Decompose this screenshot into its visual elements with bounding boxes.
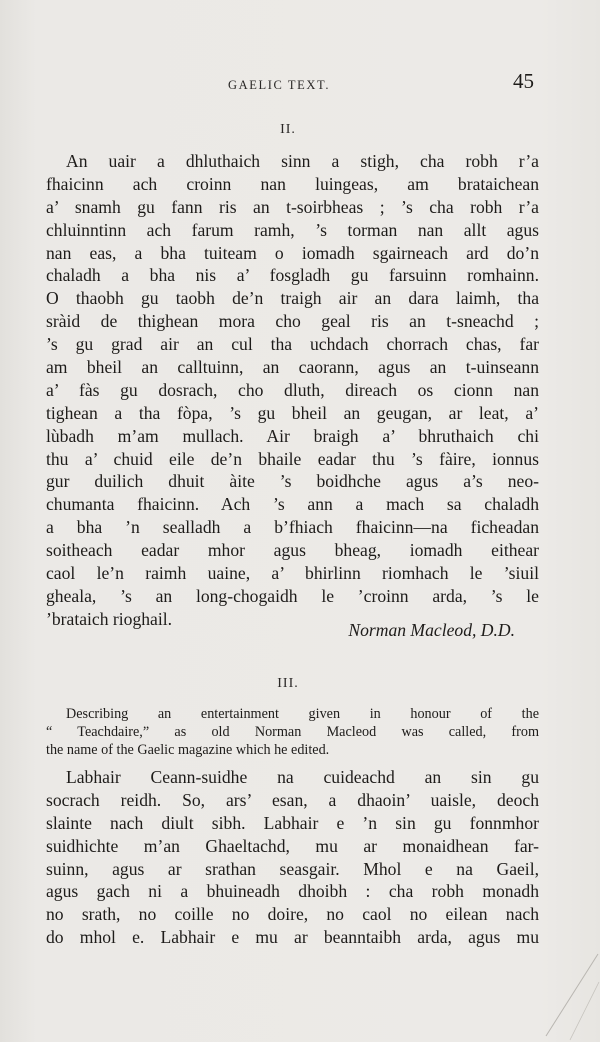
section-ii-paragraph [46,150,539,631]
text-line: ’s gu grad air an cul tha uchdach chorrach chas, far [46,334,539,355]
text-line: nan eas, a bha tuiteam o iomadh sgairneach ard do’n [46,242,539,263]
intro-line: Describing an entertainment given in honour of the [66,706,539,722]
text-line: chumanta fhaicinn. Ach ’s ann a mach sa chaladh [46,494,539,515]
text-line: agus gach ni a bhuineadh dhoibh : cha robh monadh [46,881,539,902]
section-iii-intro [46,706,539,759]
text-line: a bha ’n sealladh a b’fhiach fhaicinn—na ficheadan [46,517,539,538]
text-line: chaladh a bha nis a’ fosgladh gu farsuinn romhainn. [46,265,539,286]
running-head: GAELIC TEXT. [228,78,331,92]
text-line: tighean a tha fòpa, ’s gu bheil an geugan, ar leat, a’ [46,402,539,423]
text-line: gur duilich dhuit àite ’s boidhche agus a’s neo- [46,471,539,492]
text-line: no srath, no coille no doire, no caol no eilean nach [46,904,539,925]
text-line: am bheil an calltuinn, an caorann, agus an t-uinseann [46,357,539,378]
text-line: suinn, agus ar srathan seasgair. Mhol e na Gaeil, [46,858,539,879]
text-line: thu a’ chuid eile de’n bhaile eadar thu ’s fàire, ionnus [46,448,539,469]
page-crease-mark [540,952,600,1042]
text-line: suidhichte m’an Ghaeltachd, mu ar monaidhean far- [46,835,539,856]
text-line: Labhair Ceann-suidhe na cuideachd an sin gu [66,767,539,787]
text-line: slainte nach diult sibh. Labhair e ’n sin gu fonnmhor [46,812,539,833]
text-line: O thaobh gu taobh de’n traigh air an dara laimh, tha [46,288,539,309]
text-line: do mhol e. Labhair e mu ar beanntaibh arda, agus mu [46,927,539,948]
text-line: lùbadh m’am mullach. Air braigh a’ bhruthaich chi [46,425,539,446]
section-heading-ii: II. [280,122,296,137]
page-number: 45 [513,69,534,93]
text-line: gheala, ’s an long-chogaidh le ’croinn arda, ’s le [46,585,539,606]
text-line: soitheach eadar mhor agus bheag, iomadh eithear [46,540,539,561]
text-line: chluinntinn ach farum ramh, ’s torman nan allt agus [46,219,539,240]
attribution: Norman Macleod, D.D. [348,620,515,640]
text-line: socrach reidh. So, ars’ esan, a dhaoin’ uaisle, deoch [46,789,539,810]
page-header [0,68,600,98]
text-line: ’brataich rioghail. [46,608,173,629]
text-line: a’ fàs gu dosrach, cho dluth, direach os cionn nan [46,379,539,400]
text-line: sràid de thighean mora cho geal ris an t-sneachd ; [46,311,539,332]
text-line: fhaicinn ach croinn nan luingeas, am brataichean [46,173,539,194]
section-iii-paragraph [46,766,539,949]
intro-line: “ Teachdaire,” as old Norman Macleod was called, from [46,723,539,740]
text-line: caol le’n raimh uaine, a’ bhirlinn riomhach le ’siuil [46,563,539,584]
text-line: An uair a dhluthaich sinn a stigh, cha robh r’a [66,151,539,171]
section-heading-iii: III. [277,676,299,691]
intro-line: the name of the Gaelic magazine which he edited. [46,741,330,758]
text-line: a’ snamh gu fann ris an t-soirbheas ; ’s cha robh r’a [46,196,539,217]
